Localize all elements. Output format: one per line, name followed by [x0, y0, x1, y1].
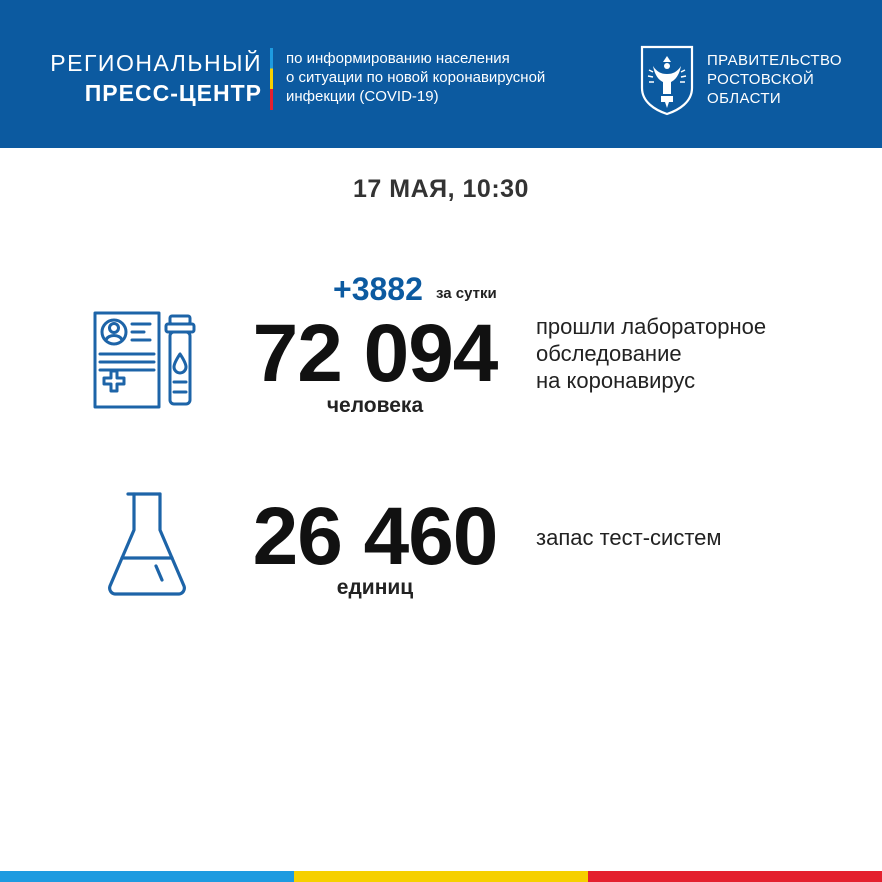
government-name-line3: ОБЛАСТИ	[707, 90, 782, 107]
test-systems-unit-label: единиц	[336, 576, 414, 599]
tested-total-value: 72 094	[252, 308, 498, 399]
brand-description-line2: о ситуации по новой коронавирусной	[286, 69, 546, 86]
brand-title-line2: ПРЕСС-ЦЕНТР	[84, 80, 262, 106]
test-systems-description: запас тест-систем	[536, 525, 722, 550]
daily-increase-value: +3882	[333, 271, 423, 307]
brand-description	[286, 49, 616, 106]
tricolor-divider	[270, 48, 273, 110]
brand-description-line1: по информированию населения	[286, 50, 510, 67]
stripe-yellow	[294, 871, 588, 882]
report-date: 17 МАЯ, 10:30	[353, 175, 529, 203]
test-systems-value: 26 460	[252, 491, 498, 582]
flask-icon	[104, 490, 190, 598]
header-banner	[0, 0, 882, 148]
tested-description-line2: обследование	[536, 341, 682, 366]
stripe-red	[588, 871, 882, 882]
brand-title-line1: РЕГИОНАЛЬНЫЙ	[50, 50, 262, 76]
bottom-tricolor-stripe	[0, 871, 882, 882]
coat-of-arms-icon	[639, 44, 695, 116]
tested-description-line1: прошли лабораторное	[536, 314, 767, 339]
lab-test-icon	[92, 310, 196, 410]
brand-description-line3: инфекции (COVID-19)	[286, 88, 439, 105]
government-name	[707, 51, 842, 108]
government-name-line1: ПРАВИТЕЛЬСТВО	[707, 52, 842, 69]
tested-description	[536, 313, 836, 394]
stripe-blue	[0, 871, 294, 882]
tested-unit-label: человека	[326, 394, 424, 417]
daily-increase-label: за сутки	[436, 285, 497, 302]
tested-description-line3: на коронавирус	[536, 368, 696, 393]
government-name-line2: РОСТОВСКОЙ	[707, 71, 815, 88]
